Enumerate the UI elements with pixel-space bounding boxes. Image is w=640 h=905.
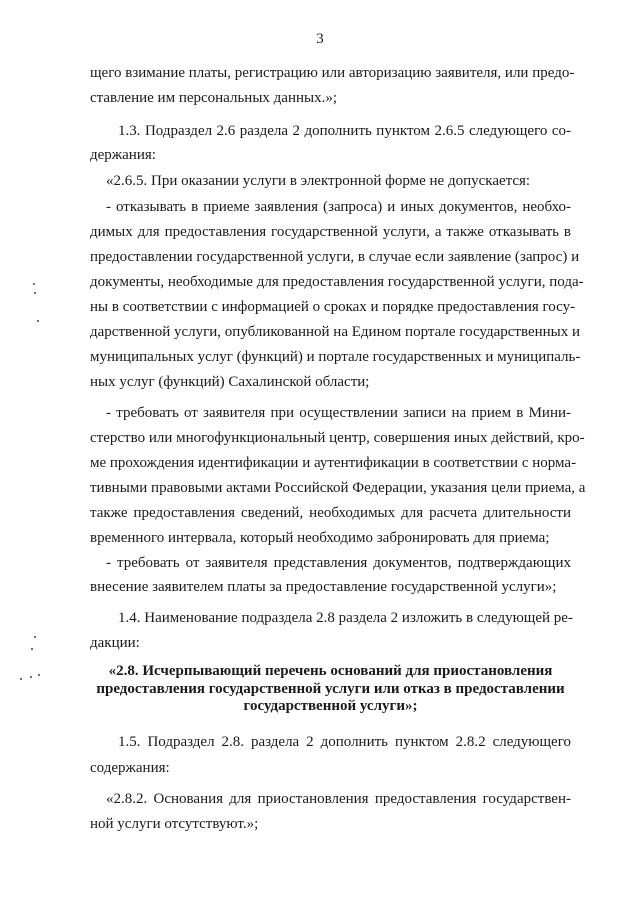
- text-line: - требовать от заявителя представления документов, подтверждающих: [106, 555, 571, 571]
- section-heading-line: предоставления государственной услуги или отказ в предоставлении: [96, 681, 565, 697]
- text-line: дарственной услуги, опубликованной на Едином портале государственных и: [90, 324, 581, 340]
- text-line: также предоставления сведений, необходимых для расчета длительности: [90, 505, 571, 521]
- text-line: муниципальных услуг (функций) и портале государственных и муниципаль-: [90, 349, 581, 365]
- text-line: предоставлении государственной услуги, в случае если заявление (запрос) и: [90, 249, 580, 265]
- page-number: 3: [316, 31, 324, 47]
- text-line: 1.3. Подраздел 2.6 раздела 2 дополнить пунктом 2.6.5 следующего со-: [118, 123, 571, 139]
- text-line: щего взимание платы, регистрацию или авторизацию заявителя, или предо-: [90, 65, 575, 81]
- section-heading-line: «2.8. Исчерпывающий перечень оснований для приостановления: [108, 663, 553, 679]
- text-line: ны в соответствии с информацией о сроках и порядке предоставления госу-: [90, 299, 576, 315]
- text-line: ной услуги отсутствуют.»;: [90, 816, 259, 832]
- text-line: ных услуг (функций) Сахалинской области;: [90, 374, 370, 390]
- text-line: 1.4. Наименование подраздела 2.8 раздела 2 изложить в следующей ре-: [118, 610, 573, 626]
- text-line: содержания:: [90, 760, 170, 776]
- text-line: - требовать от заявителя при осуществлении записи на прием в Мини-: [106, 405, 571, 421]
- text-line: «2.8.2. Основания для приостановления предоставления государствен-: [106, 791, 571, 807]
- text-line: дакции:: [90, 635, 140, 651]
- scan-speck: [33, 283, 35, 285]
- text-line: временного интервала, который необходимо забронировать для приема;: [90, 530, 550, 546]
- scan-speck: [37, 320, 39, 322]
- scan-speck: [30, 676, 32, 678]
- section-heading-line: государственной услуги»;: [243, 698, 418, 714]
- scan-speck: [31, 648, 33, 650]
- text-line: ставление им персональных данных.»;: [90, 90, 337, 106]
- text-line: - отказывать в приеме заявления (запроса) и иных документов, необхо-: [106, 199, 571, 215]
- text-line: держания:: [90, 147, 156, 163]
- text-line: документы, необходимые для предоставления государственной услуги, пода-: [90, 274, 584, 290]
- scan-speck: [34, 292, 36, 294]
- text-line: ме прохождения идентификации и аутентификации в соответствии с норма-: [90, 455, 577, 471]
- scan-speck: [34, 636, 36, 638]
- text-line: димых для предоставления государственной услуги, а также отказывать в: [90, 224, 571, 240]
- text-line: внесение заявителем платы за предоставление государственной услуги»;: [90, 579, 557, 595]
- text-line: «2.6.5. При оказании услуги в электронной форме не допускается:: [106, 173, 531, 189]
- scan-speck: [20, 678, 22, 680]
- text-line: стерство или многофункциональный центр, совершения иных действий, кро-: [90, 430, 585, 446]
- text-line: тивными правовыми актами Российской Федерации, указания цели приема, а: [90, 480, 586, 496]
- scan-speck: [38, 674, 40, 676]
- text-line: 1.5. Подраздел 2.8. раздела 2 дополнить пунктом 2.8.2 следующего: [118, 734, 571, 750]
